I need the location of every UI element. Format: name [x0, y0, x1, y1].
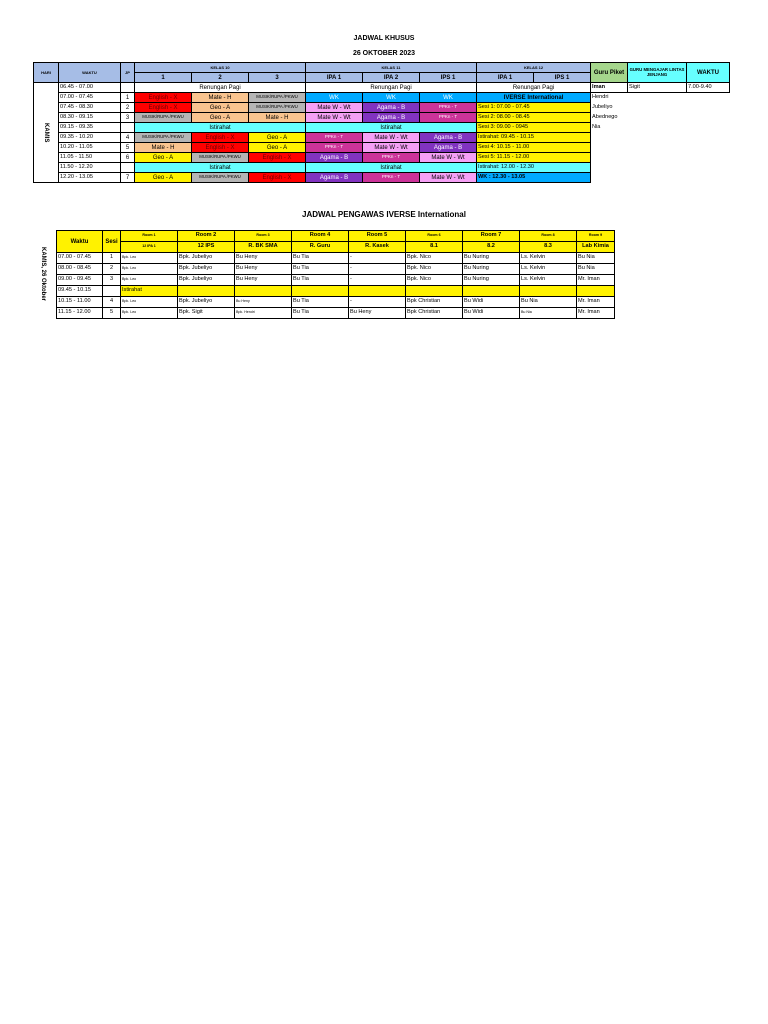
jp-cell: [121, 123, 135, 133]
session-cell: Istirahat: 12.00 - 12.30: [477, 163, 591, 173]
subject-cell: Mate W - Wt: [420, 173, 477, 183]
header-kelas-10: KELAS 10: [135, 63, 306, 73]
subject-cell: MUSIK/RUPA /PKWU: [249, 103, 306, 113]
col-waktu-lintas: WAKTU: [687, 63, 730, 83]
class-10-1: 1: [135, 73, 192, 83]
lintas-teacher: Sigit: [628, 83, 687, 93]
supervisor-cell: Bu Widi: [463, 308, 520, 319]
subject-cell: MUSIK/RUPA /PKWU: [135, 113, 192, 123]
document-title: JADWAL KHUSUS: [353, 35, 415, 42]
table-row: [34, 133, 730, 143]
supervisor-cell: Bpk. Jubeliyo: [178, 297, 235, 308]
sesi-cell: [103, 286, 121, 297]
break-cell: Istirahat: [306, 163, 477, 173]
time-cell: 11.05 - 11.50: [59, 153, 121, 163]
table-row: [34, 113, 730, 123]
subject-cell: Agama - B: [363, 103, 420, 113]
supervisor-cell: Bpk. Nico: [406, 264, 463, 275]
break-cell: Istirahat: [121, 286, 178, 297]
supervisor-cell: -: [349, 275, 406, 286]
renungan-cell: Renungan Pagi: [477, 83, 591, 93]
supervisor-cell: Bu Nia: [520, 308, 577, 319]
subject-cell: English - X: [249, 153, 306, 163]
room-header: Room 5: [349, 231, 406, 242]
room-header: Room 3: [235, 231, 292, 242]
time-cell: 12.20 - 13.05: [59, 173, 121, 183]
subject-cell: English - X: [249, 173, 306, 183]
place-header: 8.3: [520, 242, 577, 253]
room-header: Room 9: [577, 231, 615, 242]
sesi-cell: 1: [103, 253, 121, 264]
table-row: [34, 163, 730, 173]
subject-cell: Agama - B: [306, 153, 363, 163]
class-12-ips1: IPS 1: [534, 73, 591, 83]
header-row-rooms: [57, 231, 615, 242]
subject-cell: Mate - H: [135, 143, 192, 153]
place-header: 8.1: [406, 242, 463, 253]
subject-cell: Mate - H: [192, 93, 249, 103]
time-cell: 09.35 - 10.20: [59, 133, 121, 143]
table-row: [34, 153, 730, 163]
room-header: Room 4: [292, 231, 349, 242]
jp-cell: 7: [121, 173, 135, 183]
supervisor-cell: Bpk. Leo: [121, 275, 178, 286]
class-10-2: 2: [192, 73, 249, 83]
supervisor-cell: Ls. Kelvin: [520, 275, 577, 286]
subject-cell: Agama - B: [420, 133, 477, 143]
session-cell: Sesi 4: 10.15 - 11.00: [477, 143, 591, 153]
iverse-cell: IVERSE International: [477, 93, 591, 103]
supervisor-cell: Bu Heny: [235, 253, 292, 264]
piket-cell: Jubeliyo: [592, 103, 613, 110]
table-row: [57, 308, 615, 319]
subject-cell: Mate - H: [249, 113, 306, 123]
subject-cell: PPKn - T: [363, 173, 420, 183]
supervisor-day-label: KAMIS, 26 Oktober: [40, 247, 46, 302]
subject-cell: Mate W - Wt: [363, 143, 420, 153]
time-cell: 06.45 - 07.00: [59, 83, 121, 93]
sesi-cell: 2: [103, 264, 121, 275]
class-schedule-table: [33, 62, 730, 183]
subject-cell: MUSIK/RUPA /PKWU: [249, 93, 306, 103]
place-header: 8.2: [463, 242, 520, 253]
sesi-cell: 5: [103, 308, 121, 319]
supervisor-cell: Bu Nuring: [463, 264, 520, 275]
supervisor-cell: Bu Nia: [577, 253, 615, 264]
day-label: KAMIS: [34, 83, 59, 183]
supervisor-cell: Ls. Kelvin: [520, 253, 577, 264]
room-header: Room 7: [463, 231, 520, 242]
subject-cell: PPKn - T: [363, 153, 420, 163]
supervisor-cell: Bpk. Hendri: [235, 308, 292, 319]
subject-cell: Mate W - Wt: [363, 133, 420, 143]
break-cell: Istirahat: [135, 163, 306, 173]
subject-cell: WK: [420, 93, 477, 103]
document-date: 26 OKTOBER 2023: [352, 50, 416, 57]
supervisor-cell: Bpk. Nico: [406, 253, 463, 264]
subject-cell: Geo - A: [135, 173, 192, 183]
time-cell: 08.00 - 08.45: [57, 264, 103, 275]
time-cell: 09.00 - 09.45: [57, 275, 103, 286]
subject-cell: PPKn - T: [306, 143, 363, 153]
lintas-time: 7.00-9.40: [687, 83, 730, 93]
time-cell: 09.15 - 09.35: [59, 123, 121, 133]
room-header: Room 8: [520, 231, 577, 242]
supervisor-cell: Bpk. Leo: [121, 264, 178, 275]
time-cell: 11.50 - 12.20: [59, 163, 121, 173]
supervisor-cell: Bu Heny: [235, 264, 292, 275]
supervisor-cell: Bu Tia: [292, 297, 349, 308]
jp-cell: 3: [121, 113, 135, 123]
subject-cell: Mate W - Wt: [306, 113, 363, 123]
table-row: [34, 173, 730, 183]
subject-cell: Agama - B: [420, 143, 477, 153]
supervisor-cell: Bpk. Leo: [121, 253, 178, 264]
place-header: R. Kasek: [349, 242, 406, 253]
piket-cell: Nia: [592, 123, 601, 130]
supervisor-cell: Bpk. Leo: [121, 308, 178, 319]
header-kelas-12: KELAS 12: [477, 63, 591, 73]
supervisor-cell: Bu Tia: [292, 253, 349, 264]
sesi-cell: 4: [103, 297, 121, 308]
session-cell: Sesi 3: 09.00 - 0945: [477, 123, 591, 133]
time-cell: 09.45 - 10.15: [57, 286, 103, 297]
subject-cell: English - X: [135, 93, 192, 103]
subject-cell: English - X: [192, 143, 249, 153]
col-waktu: Waktu: [57, 231, 103, 253]
col-sesi: Sesi: [103, 231, 121, 253]
subject-cell: WK: [363, 93, 420, 103]
header-row-places: [57, 242, 615, 253]
supervisor-cell: Bu Nuring: [463, 253, 520, 264]
table-row: [57, 264, 615, 275]
room-header: Room 2: [178, 231, 235, 242]
col-guru-lintas: GURU MENGAJAR LINTAS JENJANG: [628, 63, 687, 83]
room-header: Room 1: [121, 231, 178, 242]
piket-cell: Abednego: [592, 113, 618, 120]
session-cell: Sesi 5: 11.15 - 12.00: [477, 153, 591, 163]
table-row: [57, 253, 615, 264]
jp-cell: [121, 83, 135, 93]
class-10-3: 3: [249, 73, 306, 83]
supervisor-cell: Bu Heny: [235, 297, 292, 308]
subject-cell: PPKn - T: [420, 103, 477, 113]
col-guru-piket: Guru Piket: [591, 63, 628, 83]
supervisor-cell: Mr. Iman: [577, 275, 615, 286]
supervisor-cell: Bpk Christian: [406, 297, 463, 308]
supervisor-cell: Bu Tia: [292, 264, 349, 275]
supervisor-cell: Bpk. Jubeliyo: [178, 275, 235, 286]
supervisor-cell: -: [349, 253, 406, 264]
supervisor-cell: Bu Heny: [349, 308, 406, 319]
table-row: [57, 286, 615, 297]
jp-cell: 5: [121, 143, 135, 153]
subject-cell: MUSIK/RUPA /PKWU: [192, 173, 249, 183]
supervisor-cell: Bu Heny: [235, 275, 292, 286]
subject-cell: MUSIK/RUPA /PKWU: [135, 133, 192, 143]
supervisor-cell: Mr. Iman: [577, 297, 615, 308]
piket-cell: Hendri: [592, 93, 609, 100]
piket-cell: Iman: [591, 83, 628, 93]
subject-cell: Geo - A: [192, 103, 249, 113]
time-cell: 07.00 - 07.45: [57, 253, 103, 264]
subject-cell: Mate W - Wt: [306, 103, 363, 113]
supervisor-cell: Bpk. Sigit: [178, 308, 235, 319]
subject-cell: Agama - B: [306, 173, 363, 183]
time-cell: 11.15 - 12.00: [57, 308, 103, 319]
subject-cell: Geo - A: [249, 143, 306, 153]
col-jp: JP: [121, 63, 135, 83]
supervisor-cell: Ls. Kelvin: [520, 264, 577, 275]
time-cell: 07.00 - 07.45: [59, 93, 121, 103]
table-row: [34, 143, 730, 153]
jp-cell: [121, 163, 135, 173]
sesi-cell: 3: [103, 275, 121, 286]
supervisor-cell: -: [349, 297, 406, 308]
table-row: [57, 297, 615, 308]
session-cell: Sesi 1: 07.00 - 07.45: [477, 103, 591, 113]
time-cell: 10.20 - 11.05: [59, 143, 121, 153]
header-row-1: [34, 63, 730, 73]
subject-cell: PPKn - T: [420, 113, 477, 123]
table-row: [34, 93, 730, 103]
subject-cell: WK: [306, 93, 363, 103]
room-header: Room 6: [406, 231, 463, 242]
col-hari: HARI: [34, 63, 59, 83]
table-row: [57, 275, 615, 286]
table-row: [34, 123, 730, 133]
col-waktu: WAKTU: [59, 63, 121, 83]
jp-cell: 6: [121, 153, 135, 163]
supervisor-cell: Bpk Christian: [406, 308, 463, 319]
place-header: Lab Kimia: [577, 242, 615, 253]
time-cell: 08.30 - 09.15: [59, 113, 121, 123]
class-11-ipa2: IPA 2: [363, 73, 420, 83]
jp-cell: 1: [121, 93, 135, 103]
time-cell: 07.45 - 08.30: [59, 103, 121, 113]
subject-cell: PPKn - T: [306, 133, 363, 143]
subject-cell: English - X: [135, 103, 192, 113]
jp-cell: 4: [121, 133, 135, 143]
place-header: 12 IPS: [178, 242, 235, 253]
subject-cell: Mate W - Wt: [420, 153, 477, 163]
class-11-ips1: IPS 1: [420, 73, 477, 83]
session-cell: WK : 12.30 - 13.05: [477, 173, 591, 183]
place-header: R. BK SMA: [235, 242, 292, 253]
supervisor-cell: Bpk. Leo: [121, 297, 178, 308]
renungan-cell: Renungan Pagi: [306, 83, 477, 93]
subject-cell: English - X: [192, 133, 249, 143]
supervisor-cell: Bu Tia: [292, 308, 349, 319]
supervisor-cell: Bpk. Nico: [406, 275, 463, 286]
class-11-ipa1: IPA 1: [306, 73, 363, 83]
renungan-cell: Renungan Pagi: [135, 83, 306, 93]
supervisor-cell: Bu Nia: [577, 264, 615, 275]
class-12-ipa1: IPA 1: [477, 73, 534, 83]
place-header: R. Guru: [292, 242, 349, 253]
supervisor-cell: Bu Tia: [292, 275, 349, 286]
table-row: [34, 83, 730, 93]
supervisor-cell: Bpk. Jubeliyo: [178, 253, 235, 264]
break-cell: Istirahat: [306, 123, 477, 133]
time-cell: 10.15 - 11.00: [57, 297, 103, 308]
supervisor-cell: Bpk. Jubeliyo: [178, 264, 235, 275]
subject-cell: MUSIK/RUPA /PKWU: [192, 153, 249, 163]
place-header: 12 IPA 1: [121, 242, 178, 253]
break-cell: Istirahat: [135, 123, 306, 133]
supervisor-table: [56, 230, 615, 319]
subject-cell: Geo - A: [135, 153, 192, 163]
supervisor-cell: Mr. Iman: [577, 308, 615, 319]
session-cell: Istirahat: 09.45 - 10.15: [477, 133, 591, 143]
table-row: [34, 103, 730, 113]
jp-cell: 2: [121, 103, 135, 113]
subject-cell: Geo - A: [249, 133, 306, 143]
subject-cell: Geo - A: [192, 113, 249, 123]
subject-cell: Agama - B: [363, 113, 420, 123]
supervisor-title: JADWAL PENGAWAS IVERSE International: [302, 210, 466, 219]
supervisor-cell: -: [349, 264, 406, 275]
supervisor-cell: Bu Nuring: [463, 275, 520, 286]
supervisor-cell: Bu Nia: [520, 297, 577, 308]
session-cell: Sesi 2: 08.00 - 08.45: [477, 113, 591, 123]
header-kelas-11: KELAS 11: [306, 63, 477, 73]
supervisor-cell: Bu Widi: [463, 297, 520, 308]
